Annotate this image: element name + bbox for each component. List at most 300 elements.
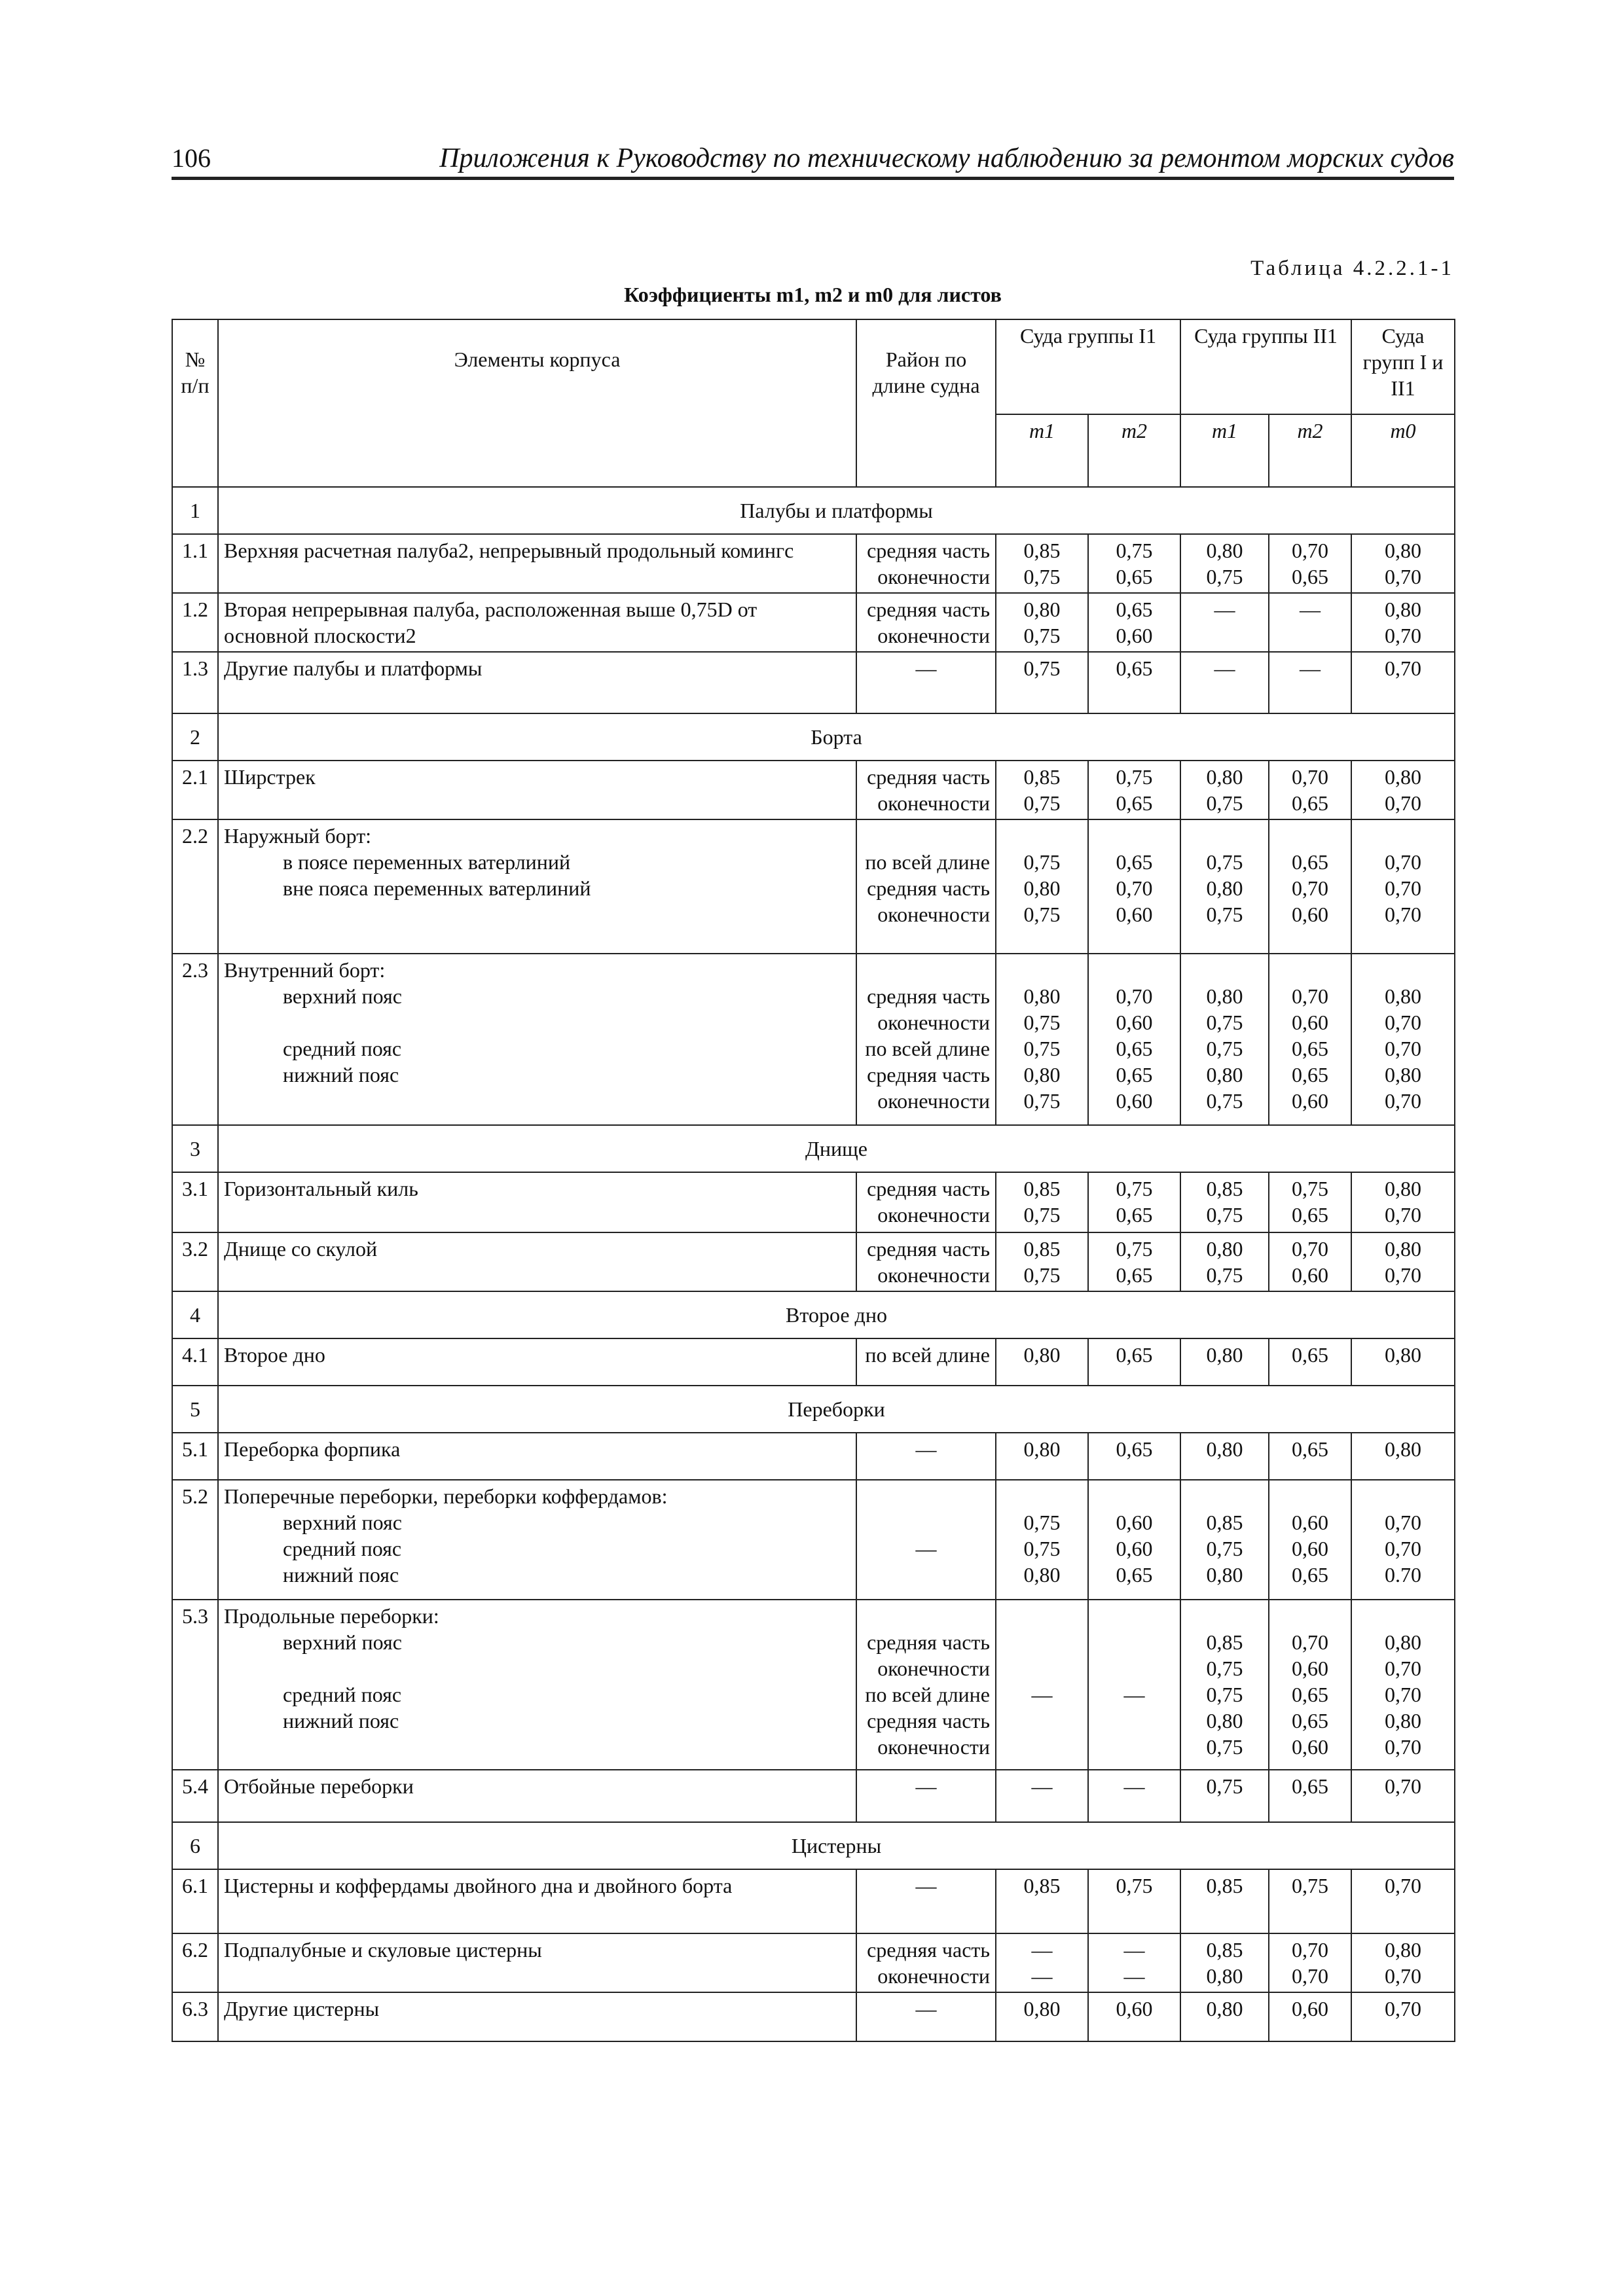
value-line [1094,1603,1175,1629]
value-line: 0,75 [1206,1735,1243,1759]
value-line: 0,65 [1292,1774,1328,1798]
col-group1-header: Суда группы I1 [996,319,1180,414]
element-name-line: Подпалубные и скуловые цистерны [224,1938,542,1962]
value-line: 0,65 [1292,791,1328,815]
region-cell [856,1770,996,1822]
region-line: оконечности [877,1735,990,1759]
element-name [218,534,856,593]
element-name-line: нижний пояс [283,1063,399,1086]
region-line: — [915,1874,937,1897]
value-g2m2 [1269,1433,1351,1480]
value-line: 0,70 [1292,765,1328,789]
value-line: 0,70 [1116,876,1153,900]
value-g2m1 [1180,1480,1269,1600]
value-g1m2 [1088,534,1180,593]
region-line [862,1483,990,1509]
value-line [1275,823,1345,849]
value-m0 [1351,819,1455,954]
value-line: 0,75 [1206,850,1243,874]
col-g2-m2-header: m2 [1269,414,1351,487]
row-number: 3.1 [172,1172,218,1232]
row-number: 1.2 [172,593,218,652]
element-name [218,1992,856,2041]
col-region-header: Район по длине судна [856,319,996,487]
element-name-line: в поясе переменных ватерлиний [283,850,571,874]
region-line: оконечности [877,1011,990,1034]
value-m0 [1351,1933,1455,1992]
value-g2m2 [1269,1480,1351,1600]
value-g2m2 [1269,1600,1351,1770]
region-line: по всей длине [865,1683,990,1706]
value-line [1094,1629,1175,1655]
value-g1m1 [996,1869,1088,1933]
value-line: 0,65 [1292,850,1328,874]
value-line: 0,80 [1385,984,1421,1008]
section-row [172,487,1455,534]
value-line: 0,75 [1206,1037,1243,1060]
value-line: 0,75 [1116,765,1153,789]
value-line: 0,85 [1023,765,1061,789]
value-line [1275,1483,1345,1509]
section-title: Переборки [218,1386,1455,1433]
value-line: 0,85 [1206,1938,1243,1962]
value-line: — [1123,1774,1145,1798]
value-line: 0,75 [1206,1263,1243,1287]
region-line: оконечности [877,1203,990,1227]
region-line: средняя часть [867,1237,990,1261]
value-line: 0,70 [1116,984,1153,1008]
value-line [1186,1483,1263,1509]
value-g2m2 [1269,593,1351,652]
row-number: 5.1 [172,1433,218,1480]
value-m0 [1351,954,1455,1125]
element-name [218,761,856,819]
value-g1m2 [1088,1172,1180,1232]
region-line [862,1603,990,1629]
value-line [1002,1629,1082,1655]
value-line: 0,80 [1206,1343,1243,1367]
value-g2m1 [1180,652,1269,713]
page-number: 106 [172,143,211,173]
value-g2m1 [1180,593,1269,652]
value-line [1186,1603,1263,1629]
value-line: 0,70 [1385,1964,1421,1988]
value-line: 0,60 [1292,1657,1328,1680]
col-group12-header: Суда групп I и II1 [1351,319,1455,414]
value-line: 0,75 [1023,656,1061,680]
col-group2-header: Суда группы II1 [1180,319,1351,414]
value-g2m2 [1269,761,1351,819]
region-line [862,957,990,983]
value-m0 [1351,761,1455,819]
region-line: оконечности [877,1657,990,1680]
section-row [172,1125,1455,1172]
element-name-line: вне пояса переменных ватерлиний [283,876,591,900]
value-g1m2 [1088,1232,1180,1291]
value-line: 0,80 [1023,1063,1061,1086]
value-line: 0,80 [1385,1938,1421,1962]
row-number: 6.3 [172,1992,218,2041]
region-line: средняя часть [867,1177,990,1200]
element-name-line: Переборка форпика [224,1437,401,1461]
value-line: 0,75 [1023,1203,1061,1227]
value-line: 0,60 [1292,1537,1328,1560]
table-row [172,761,1455,819]
value-line: 0,85 [1206,1630,1243,1654]
value-line [1002,957,1082,983]
value-g1m2 [1088,1480,1180,1600]
value-line [1186,823,1263,849]
value-line: 0,70 [1385,791,1421,815]
value-g2m1 [1180,1869,1269,1933]
row-number: 2.1 [172,761,218,819]
value-line [1094,957,1175,983]
value-g1m1 [996,1232,1088,1291]
value-line: 0,80 [1023,1343,1061,1367]
element-name-line: нижний пояс [283,1563,399,1587]
value-line: 0,75 [1116,539,1153,562]
col-g1-m1-header: m1 [996,414,1088,487]
element-name-line: Поперечные переборки, переборки коффердамов: [224,1484,668,1508]
region-line [862,1562,990,1588]
value-g2m1 [1180,1600,1269,1770]
element-name-line: Вторая непрерывная палуба, расположенная выше 0,75D от [224,598,757,621]
region-line: средняя часть [867,1938,990,1962]
element-name [218,954,856,1125]
value-line: 0,75 [1206,903,1243,926]
element-name-line: верхний пояс [283,1630,402,1654]
value-line: 0,80 [1023,876,1061,900]
element-name [218,1770,856,1822]
value-line: 0,80 [1385,1437,1421,1461]
value-line [1357,823,1449,849]
value-g1m2 [1088,1869,1180,1933]
element-name-line: средний пояс [283,1537,402,1560]
region-line: оконечности [877,565,990,588]
value-g2m2 [1269,1992,1351,2041]
value-g1m1 [996,1172,1088,1232]
element-name [218,1933,856,1992]
value-g2m2 [1269,1869,1351,1933]
region-line: — [915,1437,937,1461]
value-g2m2 [1269,534,1351,593]
value-line: 0,70 [1292,1938,1328,1962]
table-row [172,534,1455,593]
value-line: 0,75 [1206,1011,1243,1034]
header-rule [172,177,1454,180]
value-line: 0,75 [1206,1537,1243,1560]
table-row [172,652,1455,713]
table-row [172,819,1455,954]
value-line: 0,75 [1023,1263,1061,1287]
value-line: 0,60 [1116,1089,1153,1113]
table-label: Таблица 4.2.2.1-1 [1250,257,1454,280]
value-line [1094,823,1175,849]
value-line: 0,65 [1116,1563,1153,1587]
value-line: 0,85 [1023,1237,1061,1261]
value-g2m1 [1180,1232,1269,1291]
element-name-line: средний пояс [283,1037,402,1060]
row-number: 4.1 [172,1338,218,1386]
value-line: 0,75 [1292,1874,1328,1897]
value-g1m1 [996,593,1088,652]
value-line: 0,75 [1023,1089,1061,1113]
section-number: 3 [172,1125,218,1172]
value-line: 0,85 [1023,1177,1061,1200]
region-line: средняя часть [867,539,990,562]
region-cell [856,1869,996,1933]
element-name-line: Ширстрек [224,765,316,789]
value-m0 [1351,1480,1455,1600]
value-line: 0,70 [1385,1203,1421,1227]
value-line: 0,70 [1385,1774,1421,1798]
region-cell [856,1992,996,2041]
value-line: 0,80 [1385,765,1421,789]
value-line: 0,80 [1206,1709,1243,1732]
table-row [172,1480,1455,1600]
element-name-line: верхний пояс [283,1511,402,1534]
element-name-line: основной плоскости2 [224,624,416,647]
element-name-line [224,1009,850,1035]
value-g1m1 [996,819,1088,954]
value-line: 0,70 [1385,1997,1421,2020]
value-line: 0,60 [1292,903,1328,926]
element-name-line: Днище со скулой [224,1237,378,1261]
element-name-line: средний пояс [283,1683,402,1706]
value-line: 0,80 [1385,1237,1421,1261]
row-number: 5.2 [172,1480,218,1600]
element-name [218,1338,856,1386]
value-g1m1 [996,1480,1088,1600]
value-line: 0,70 [1385,1874,1421,1897]
value-line: 0,70 [1292,984,1328,1008]
element-name-line: Другие цистерны [224,1997,380,2020]
value-line: 0,60 [1292,1735,1328,1759]
value-line: 0,75 [1206,1657,1243,1680]
value-g2m1 [1180,1992,1269,2041]
value-line: 0,75 [1023,1037,1061,1060]
table-row [172,1869,1455,1933]
element-name-line: Наружный борт: [224,824,372,848]
value-line: 0,65 [1116,850,1153,874]
value-line: 0,70 [1385,903,1421,926]
value-line: 0,75 [1206,565,1243,588]
section-title: Цистерны [218,1822,1455,1869]
value-g1m1 [996,652,1088,713]
value-g2m2 [1269,1338,1351,1386]
value-line: — [1300,598,1321,621]
value-g2m1 [1180,954,1269,1125]
value-line: 0,65 [1292,1037,1328,1060]
value-line: 0,80 [1023,984,1061,1008]
value-line: 0,80 [1023,1437,1061,1461]
element-name [218,819,856,954]
region-line: средняя часть [867,1630,990,1654]
table-header [172,319,1455,487]
running-title: Приложения к Руководству по техническому наблюдению за ремонтом морских судов [439,143,1454,173]
value-line: 0,80 [1385,539,1421,562]
value-g2m1 [1180,819,1269,954]
element-name [218,593,856,652]
value-m0 [1351,1770,1455,1822]
value-line: — [1300,656,1321,680]
element-name-line: Внутренний борт: [224,958,386,982]
value-m0 [1351,1172,1455,1232]
value-line: 0,60 [1116,1997,1153,2020]
element-name-line: Отбойные переборки [224,1774,414,1798]
value-line: 0,65 [1292,1709,1328,1732]
value-g1m1 [996,954,1088,1125]
value-g1m2 [1088,1338,1180,1386]
value-line: 0,85 [1206,1177,1243,1200]
value-line: 0,80 [1206,984,1243,1008]
value-line: 0.70 [1385,1563,1421,1587]
value-m0 [1351,1232,1455,1291]
table-row [172,1600,1455,1770]
value-g1m2 [1088,1600,1180,1770]
row-number: 1.3 [172,652,218,713]
row-number: 5.3 [172,1600,218,1770]
value-line: 0,70 [1385,1011,1421,1034]
value-line: — [1031,1938,1053,1962]
value-line [1002,1603,1082,1629]
value-line: 0,70 [1292,1630,1328,1654]
element-name [218,652,856,713]
value-line: 0,60 [1292,1089,1328,1113]
region-line: по всей длине [865,1037,990,1060]
value-line: 0,75 [1206,1203,1243,1227]
value-line: 0,80 [1023,598,1061,621]
region-line: средняя часть [867,876,990,900]
table-row [172,1770,1455,1822]
value-m0 [1351,1992,1455,2041]
value-line: 0,65 [1116,1037,1153,1060]
value-line: 0,70 [1385,850,1421,874]
value-line: 0,70 [1385,656,1421,680]
element-name [218,1480,856,1600]
table-caption [172,283,1454,307]
row-number: 6.2 [172,1933,218,1992]
value-g2m2 [1269,1770,1351,1822]
value-m0 [1351,652,1455,713]
value-line: 0,65 [1292,1563,1328,1587]
value-line: 0,75 [1023,850,1061,874]
value-line: 0,80 [1206,539,1243,562]
element-name-line: Продольные переборки: [224,1604,439,1628]
region-cell [856,761,996,819]
value-g1m1 [996,1600,1088,1770]
value-line: 0,70 [1385,1683,1421,1706]
value-line: 0,75 [1206,791,1243,815]
element-name-line: верхний пояс [283,984,402,1008]
value-line: 0,70 [1292,876,1328,900]
value-line: 0,70 [1385,1537,1421,1560]
value-line: 0,80 [1385,1063,1421,1086]
value-line [1002,823,1082,849]
value-line: 0,70 [1292,539,1328,562]
region-line: средняя часть [867,984,990,1008]
value-line: 0,65 [1116,1343,1153,1367]
section-number: 5 [172,1386,218,1433]
value-g2m2 [1269,1172,1351,1232]
value-g1m1 [996,1933,1088,1992]
value-g1m2 [1088,1992,1180,2041]
section-number: 4 [172,1291,218,1338]
value-g1m1 [996,1433,1088,1480]
value-line: 0,65 [1116,1437,1153,1461]
value-line: 0,75 [1023,1537,1061,1560]
value-g1m2 [1088,1433,1180,1480]
region-line: оконечности [877,1089,990,1113]
value-g2m2 [1269,954,1351,1125]
value-line: 0,85 [1023,1874,1061,1897]
section-title: Второе дно [218,1291,1455,1338]
value-g2m1 [1180,534,1269,593]
region-line: оконечности [877,624,990,647]
value-line: 0,65 [1292,1063,1328,1086]
row-number: 2.2 [172,819,218,954]
value-line [1094,1483,1175,1509]
value-g2m1 [1180,1770,1269,1822]
col-m0-header: m0 [1351,414,1455,487]
element-name [218,1433,856,1480]
region-line: по всей длине [865,1343,990,1367]
element-name [218,1232,856,1291]
value-line: 0,70 [1385,876,1421,900]
value-line: 0,70 [1385,1037,1421,1060]
section-number: 2 [172,713,218,761]
section-row [172,1386,1455,1433]
value-g2m2 [1269,1933,1351,1992]
region-line [862,823,990,849]
table-row [172,1933,1455,1992]
value-line: 0,75 [1023,903,1061,926]
table-row [172,1232,1455,1291]
value-line: 0,60 [1116,1011,1153,1034]
region-line: средняя часть [867,598,990,621]
value-line: 0,65 [1292,565,1328,588]
element-name-line: Цистерны и коффердамы двойного дна и двойного борта [224,1874,733,1897]
value-line [1357,1483,1449,1509]
region-line: средняя часть [867,765,990,789]
value-line [1094,1655,1175,1681]
element-name [218,1869,856,1933]
value-line: — [1031,1964,1053,1988]
region-cell [856,1480,996,1600]
value-line: 0,75 [1206,1683,1243,1706]
value-line: 0,80 [1385,598,1421,621]
region-line: — [915,656,937,680]
value-line: 0,80 [1206,1437,1243,1461]
value-line: 0,70 [1385,1657,1421,1680]
row-number: 1.1 [172,534,218,593]
table-row [172,1992,1455,2041]
element-name-line [224,1655,850,1681]
value-g1m2 [1088,1933,1180,1992]
region-cell [856,1172,996,1232]
value-line: 0,75 [1206,1089,1243,1113]
value-line: 0,80 [1385,1630,1421,1654]
value-g1m2 [1088,954,1180,1125]
value-line: 0,70 [1385,1511,1421,1534]
value-g1m2 [1088,761,1180,819]
section-row [172,713,1455,761]
value-g1m1 [996,1770,1088,1822]
value-line [1357,957,1449,983]
value-line: 0,65 [1116,598,1153,621]
value-line: 0,70 [1292,1964,1328,1988]
element-name-line: Горизонтальный киль [224,1177,418,1200]
